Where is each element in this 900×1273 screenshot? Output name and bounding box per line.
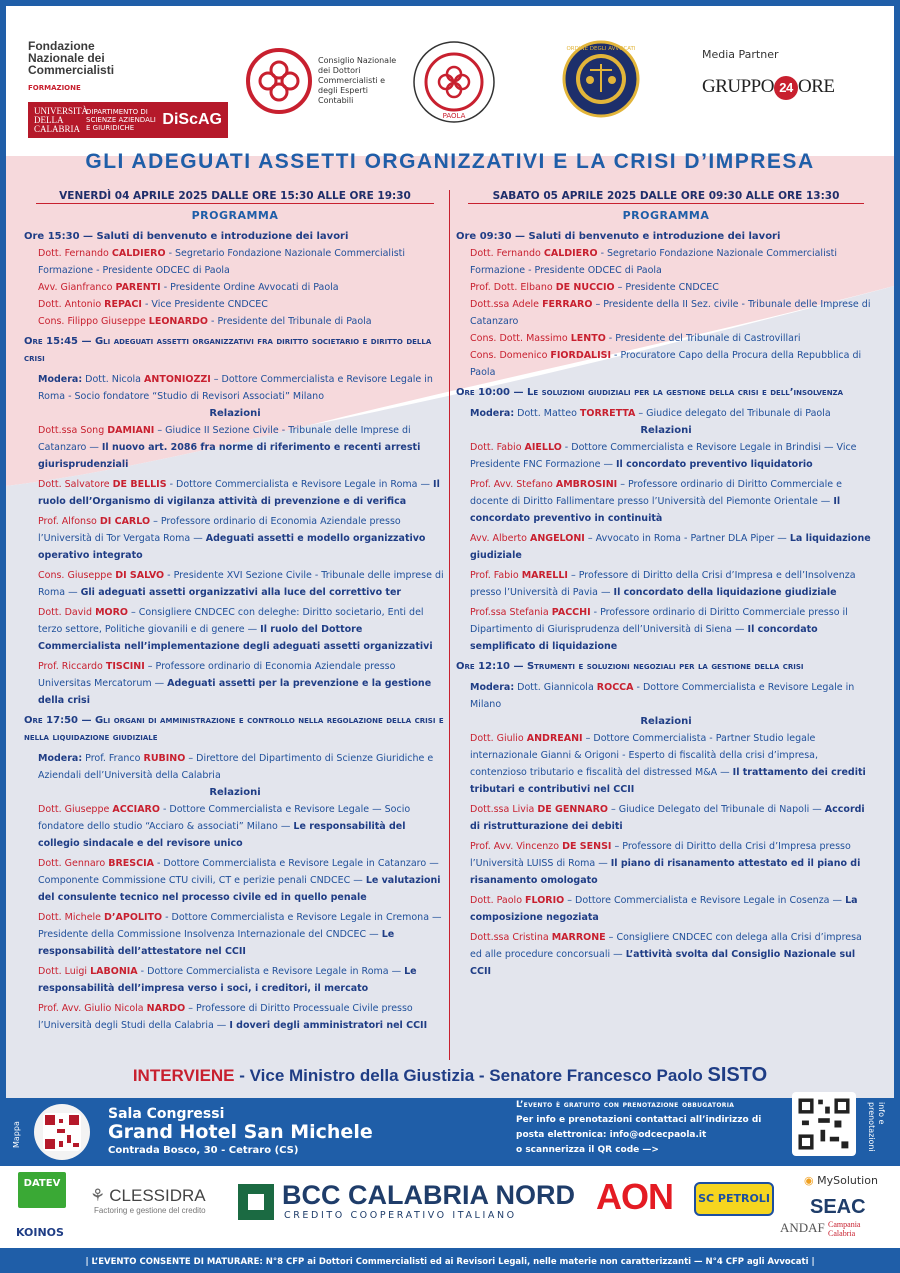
speaker-surname: MARRONE <box>551 932 606 943</box>
day2-session3-moderator <box>456 679 876 713</box>
day1-programma: PROGRAMMA <box>191 209 279 222</box>
day1-session2-moderator <box>24 371 446 405</box>
sc-petroli-logo: SC PETROLI <box>694 1182 774 1216</box>
speaker-entry <box>24 963 446 997</box>
day2-programma: PROGRAMMA <box>622 209 710 222</box>
talk-title: Le valutazioni del consulente tecnico nel processo civile ed in quello penale <box>38 875 441 903</box>
speaker-title-name: Dott.ssa Adele <box>470 299 543 310</box>
mysolution-label: MySolution <box>817 1174 878 1187</box>
speaker-surname: LABONIA <box>90 966 138 977</box>
moderator-name: ANTONIOZZI <box>144 374 211 385</box>
datev-logo <box>18 1172 66 1208</box>
speaker-entry <box>24 801 446 852</box>
moderator-desc: – Giudice delegato del Tribunale di Paola <box>635 408 831 419</box>
venue-band <box>0 1098 900 1168</box>
speaker-desc: - Dottore Commercialista e Revisore Legale in Cremona — Presidente della Commissione Insolvenza Internazionale del CNDCEC — <box>38 912 442 940</box>
moderator-label: Modera: <box>38 374 83 385</box>
moderator-label: Modera: <box>470 408 515 419</box>
bcc-logo <box>238 1180 582 1224</box>
booking-contact: Per info e prenotazioni contattaci all’indirizzo di <box>516 1115 762 1125</box>
moderator-prefix: Prof. Franco <box>82 753 144 764</box>
speaker-desc: - Dottore Commercialista e Revisore Legale in Roma — <box>137 966 405 977</box>
speaker-title-name: Avv. Gianfranco <box>38 282 116 293</box>
speaker-title-name: Dott. Fernando <box>38 248 112 259</box>
speaker-title-name: Dott.ssa Song <box>38 425 108 436</box>
event-title: GLI ADEGUATI ASSETTI ORGANIZZATIVI E LA CRISI D’IMPRESA <box>85 150 815 173</box>
moderator-desc: – Dottore Commercialista e Revisore Legale in Roma - Socio fondatore “Studio di Revisori Associati” Milano <box>38 374 433 402</box>
fnc-line3: Commercialisti <box>28 63 115 77</box>
mappa-label: Mappa <box>12 1121 21 1148</box>
speaker-desc: – Giudice II Sezione Civile - Tribunale delle Imprese di Catanzaro — <box>38 425 411 453</box>
speaker-title-name: Prof. Dott. Elbano <box>470 282 556 293</box>
interviene-label: INTERVIENE <box>132 1066 235 1085</box>
speaker-desc: - Segretario Fondazione Nazionale Commercialisti Formazione - Presidente ODCEC di Paola <box>38 248 406 276</box>
speaker-surname: CALDIERO <box>111 248 166 259</box>
fnc-line1: Fondazione <box>28 39 95 53</box>
logo-header <box>6 6 894 148</box>
speaker-desc: - Dottore Commercialista e Revisore Legale in Catanzaro — Componente Commissione CTU civili, CT e perizie penali CNDCEC — <box>38 858 439 886</box>
speaker-entry <box>456 838 876 889</box>
day2-session3-title: Ore 12:10 — Strumenti e soluzioni negoziali per la gestione della crisi <box>456 661 804 672</box>
moderator-desc: - Dottore Commercialista e Revisore Legale in Milano <box>470 682 855 710</box>
speaker-surname: AMBROSINI <box>555 479 618 490</box>
talk-title: Accordi di ristrutturazione dei debiti <box>470 804 865 832</box>
andaf-logo <box>780 1220 878 1238</box>
moderator-name: TORRETTA <box>579 408 636 419</box>
speaker-title-name: Dott. Salvatore <box>38 479 113 490</box>
day1-session2-list <box>24 422 446 709</box>
day1-session2-relazioni: Relazioni <box>209 408 261 419</box>
column-divider <box>449 190 450 1060</box>
andaf-label: ANDAF <box>780 1220 825 1235</box>
andaf-sub: Campania Calabria <box>828 1220 861 1239</box>
speaker-surname: MARELLI <box>521 570 568 581</box>
talk-title: Gli adeguati assetti organizzativi alla luce del correttivo ter <box>80 587 402 598</box>
speaker-title-name: Dott. Antonio <box>38 299 105 310</box>
speaker-title-name: Dott. Fernando <box>470 248 544 259</box>
speaker-entry <box>24 513 446 564</box>
speaker-desc: – Professore ordinario di Economia Aziendale presso Universitas Mercatorum — <box>38 661 396 689</box>
day2-session3-relazioni: Relazioni <box>640 716 692 727</box>
speaker-title-name: Prof. Avv. Stefano <box>470 479 556 490</box>
speaker-surname: CALDIERO <box>543 248 598 259</box>
clessidra-logo <box>90 1186 206 1215</box>
speaker-desc: – Professore di Diritto Processuale Civile presso l’Università degli Studi della Calabria — <box>38 1003 413 1031</box>
speaker-desc: – Consigliere CNDCEC con deleghe: Diritto societario, Enti del terzo settore, Politiche giovanili e di genere — <box>38 607 424 635</box>
moderator-label: Modera: <box>470 682 515 693</box>
speaker-entry <box>456 801 876 835</box>
speaker-surname: AIELLO <box>524 442 562 453</box>
speaker-surname: FIORDALISI <box>550 350 612 361</box>
bcc-sub: CREDITO COOPERATIVO ITALIANO <box>284 1210 517 1221</box>
fnc-line2: Nazionale dei <box>28 51 105 65</box>
media-name-a: GRUPPO <box>702 76 774 97</box>
speaker-entry <box>24 245 446 279</box>
speaker-surname: DI SALVO <box>115 570 165 581</box>
speaker-entry <box>456 245 876 279</box>
speaker-entry <box>456 279 876 296</box>
speaker-surname: DE SENSI <box>562 841 612 852</box>
speaker-entry <box>24 604 446 655</box>
venue-text <box>108 1106 373 1156</box>
speaker-surname: DAMIANI <box>107 425 155 436</box>
speaker-entry <box>456 530 876 564</box>
booking-qr-hint: o scannerizza il QR code —> <box>516 1145 659 1155</box>
interviene-name: SISTO <box>707 1064 768 1086</box>
speaker-entry <box>456 567 876 601</box>
speaker-desc: – Dottore Commercialista e Revisore Legale in Cosenza — <box>564 895 846 906</box>
guest-speaker-banner <box>6 1064 894 1087</box>
speaker-surname: ANDREANI <box>526 733 583 744</box>
map-qr-code-icon[interactable] <box>34 1104 90 1160</box>
speaker-desc: - Presidente XVI Sezione Civile - Tribunale delle imprese di Roma — <box>38 570 444 598</box>
speaker-entry <box>456 892 876 926</box>
clessidra-sub: Factoring e gestione del credito <box>94 1206 206 1215</box>
speaker-desc: – Professore di Diritto della Crisi d’Impresa e dell’Insolvenza presso l’Università di Pavia — <box>470 570 856 598</box>
day2-session2-title: Ore 10:00 — Le soluzioni giudiziali per la gestione della crisi e dell’insolvenza <box>456 387 844 398</box>
gruppo24ore-logo <box>702 75 872 100</box>
speaker-desc: - Dottore Commercialista e Revisore Legale — Socio fondatore dello studio “Acciaro & associati” Milano — <box>38 804 411 832</box>
day1-session1-title: Ore 15:30 — Saluti di benvenuto e introduzione dei lavori <box>24 231 349 242</box>
speaker-title-name: Prof. Riccardo <box>38 661 106 672</box>
koinos-label: KOINOS <box>16 1226 64 1239</box>
speaker-desc: - Dottore Commercialista e Revisore Legale in Brindisi — Vice Presidente FNC Formazione — <box>470 442 857 470</box>
aon-logo: AON <box>596 1176 673 1217</box>
speaker-desc: - Professore ordinario di Diritto Commerciale presso il Dipartimento di Giurisprudenza dell’Università di Siena — <box>470 607 848 635</box>
speaker-desc: - Dottore Commercialista e Revisore Legale in Roma — <box>166 479 434 490</box>
speaker-surname: NARDO <box>146 1003 186 1014</box>
speaker-title-name: Prof. Avv. Giulio Nicola <box>38 1003 147 1014</box>
speaker-title-name: Dott. David <box>38 607 96 618</box>
speaker-desc: – Giudice Delegato del Tribunale di Napoli — <box>608 804 825 815</box>
mysolution-dot-icon: ◉ <box>804 1174 814 1187</box>
speaker-entry <box>456 476 876 527</box>
speaker-surname: TISCINI <box>105 661 145 672</box>
speaker-surname: FERRARO <box>542 299 593 310</box>
speaker-entry <box>24 909 446 960</box>
speaker-title-name: Dott. Giulio <box>470 733 527 744</box>
cndcec-text: Consiglio Nazionale dei Dottori Commercialisti e degli Esperti Contabili <box>318 56 397 105</box>
day1-header: VENERDÌ 04 APRILE 2025 DALLE ORE 15:30 ALLE ORE 19:30 <box>36 186 434 204</box>
speaker-desc: - Procuratore Capo della Procura della Repubblica di Paola <box>470 350 862 378</box>
clessidra-figure-icon: ⚘ <box>90 1186 106 1205</box>
speaker-title-name: Dott. Gennaro <box>38 858 109 869</box>
booking-info <box>516 1098 761 1158</box>
speaker-entry <box>456 929 876 980</box>
discag-label: DiScAG <box>162 111 222 128</box>
speaker-title-name: Cons. Domenico <box>470 350 551 361</box>
talk-title: Le responsabilità dell’attestatore nel CCII <box>38 929 395 957</box>
speaker-surname: REPACI <box>104 299 142 310</box>
speaker-desc: – Consigliere CNDCEC con delega alla Crisi d’impresa ed alle procedure concorsuali — <box>470 932 862 960</box>
day1-session2-title: Ore 15:45 — Gli adeguati assetti organizzativi fra diritto societario e diritto della crisi <box>24 336 432 364</box>
speaker-title-name: Avv. Alberto <box>470 533 530 544</box>
venue-line2: Grand Hotel San Michele <box>108 1121 373 1143</box>
speaker-surname: FLORIO <box>525 895 565 906</box>
seac-logo: SEAC <box>810 1196 866 1218</box>
speaker-title-name: Prof.ssa Stefania <box>470 607 552 618</box>
speaker-desc: – Dottore Commercialista - Partner Studio legale internazionale Gianni & Origoni - Esperto di fiscalità della crisi d’impresa, contenzioso tributario e fiscalità del distressed M&A — <box>470 733 819 778</box>
poster-body <box>6 6 894 1098</box>
speaker-surname: D’APOLITO <box>104 912 163 923</box>
speaker-entry <box>456 347 876 381</box>
day2-session3-list <box>456 730 876 980</box>
speaker-title-name: Dott.ssa Livia <box>470 804 538 815</box>
venue-line1: Sala Congressi <box>108 1106 225 1122</box>
speaker-title-name: Prof. Avv. Vincenzo <box>470 841 563 852</box>
day1-session3-list <box>24 801 446 1034</box>
media-partner-label: Media Partner <box>702 48 779 61</box>
speaker-entry <box>24 658 446 709</box>
fnc-sub: FORMAZIONE <box>28 84 81 92</box>
speaker-entry <box>24 476 446 510</box>
moderator-prefix: Dott. Matteo <box>514 408 580 419</box>
speaker-title-name: Prof. Alfonso <box>38 516 100 527</box>
speaker-entry <box>24 567 446 601</box>
talk-title: Il piano di risanamento attestato ed il piano di risanamento omologato <box>470 858 861 886</box>
unical-dept: DIPARTIMENTO DI SCIENZE AZIENDALI E GIURIDICHE <box>86 108 156 132</box>
speaker-surname: DE NUCCIO <box>555 282 615 293</box>
day2-session2-relazioni: Relazioni <box>640 425 692 436</box>
venue-address: Contrada Bosco, 30 - Cetraro (CS) <box>108 1145 299 1156</box>
interviene-text: - Vice Ministro della Giustizia - Senatore Francesco Paolo <box>234 1066 708 1085</box>
speaker-desc: - Segretario Fondazione Nazionale Commercialisti Formazione - Presidente ODCEC di Paola <box>470 248 838 276</box>
day1-column <box>24 186 446 1034</box>
speaker-desc: - Vice Presidente CNDCEC <box>141 299 268 310</box>
speaker-entry <box>24 279 446 296</box>
speaker-title-name: Dott.ssa Cristina <box>470 932 552 943</box>
cndcec-emblem-icon <box>244 46 314 116</box>
talk-title: Il concordato della liquidazione giudiziale <box>613 587 837 598</box>
moderator-name: ROCCA <box>596 682 634 693</box>
speaker-entry <box>24 296 446 313</box>
moderator-prefix: Dott. Giannicola <box>514 682 597 693</box>
talk-title: Il nuovo art. 2086 fra norme di riferimento e recenti arresti giurisprudenziali <box>38 442 421 470</box>
day2-session2-list <box>456 439 876 655</box>
speaker-title-name: Dott. Fabio <box>470 442 525 453</box>
speaker-desc: – Presidente della II Sez. civile - Tribunale delle Imprese di Catanzaro <box>470 299 871 327</box>
avv-label: ORDINE DEGLI AVVOCATI <box>566 46 636 52</box>
speaker-entry <box>456 296 876 330</box>
talk-title: Il concordato semplificato di liquidazione <box>470 624 818 652</box>
speaker-desc: – Professore di Diritto della Crisi d’Impresa presso l’Università LUISS di Roma — <box>470 841 851 869</box>
speaker-desc: – Professore ordinario di Economia Aziendale presso l’Università di Tor Vergata Roma — <box>38 516 401 544</box>
talk-title: Adeguati assetti e modello organizzativo operativo integrato <box>38 533 426 561</box>
day2-header: SABATO 05 APRILE 2025 DALLE ORE 09:30 ALLE ORE 13:30 <box>468 186 864 204</box>
talk-title: L’attività svolta dal Consiglio Nazionale sul CCII <box>470 949 856 977</box>
bcc-square-icon <box>238 1184 274 1220</box>
clessidra-label: CLESSIDRA <box>109 1186 206 1205</box>
day2-session1-title: Ore 09:30 — Saluti di benvenuto e introduzione dei lavori <box>456 231 781 242</box>
talk-title: Le responsabilità dell’impresa verso i soci, i creditori, il mercato <box>38 966 417 994</box>
talk-title: La composizione negoziata <box>470 895 858 923</box>
booking-free: L’evento è gratuito con prenotazione obbugatoria <box>516 1100 735 1110</box>
talk-title: Adeguati assetti per la prevenzione e la gestione della crisi <box>38 678 432 706</box>
talk-title: I doveri degli amministratori nel CCII <box>229 1020 428 1031</box>
talk-title: Le responsabilità del collegio sindacale e del revisore unico <box>38 821 406 849</box>
speaker-title-name: Dott. Paolo <box>470 895 526 906</box>
speaker-desc: – Avvocato in Roma - Partner DLA Piper — <box>584 533 790 544</box>
bcc-label: BCC CALABRIA NORD <box>282 1180 575 1210</box>
speaker-surname: DI CARLO <box>99 516 151 527</box>
fnc-logo <box>28 40 228 92</box>
moderator-label: Modera: <box>38 753 83 764</box>
speaker-surname: PACCHI <box>551 607 591 618</box>
booking-email[interactable]: posta elettronica: info@odcecpaola.it <box>516 1130 707 1140</box>
datev-label: DATEV <box>23 1178 61 1189</box>
speaker-entry <box>24 422 446 473</box>
speaker-surname: ANGELONI <box>529 533 585 544</box>
speaker-entry <box>456 330 876 347</box>
day1-session3-title: Ore 17:50 — Gli organi di amministrazione e controllo nella regolazione della crisi e nella liquidazione giudiziale <box>24 715 444 743</box>
speaker-surname: DE GENNARO <box>537 804 608 815</box>
day1-session3-relazioni: Relazioni <box>209 787 261 798</box>
info-prenotazioni-label: info e prenotazioni <box>867 1102 886 1152</box>
speaker-desc: - Presidente Ordine Avvocati di Paola <box>160 282 339 293</box>
cfp-footer: | L’EVENTO CONSENTE DI MATURARE: N°8 CFP ai Dottori Commercialisti ed ai Revisori Legali, nelle materie non caratterizzanti — N°4 CFP agli Avvocati | <box>0 1252 900 1273</box>
speaker-surname: BRESCIA <box>108 858 154 869</box>
speaker-title-name: Dott. Luigi <box>38 966 91 977</box>
speaker-title-name: Cons. Dott. Massimo <box>470 333 571 344</box>
sponsor-bar <box>0 1166 900 1248</box>
moderator-prefix: Dott. Nicola <box>82 374 145 385</box>
day1-session3-moderator <box>24 750 446 784</box>
talk-title: Il concordato preventivo in continuità <box>470 496 841 524</box>
talk-title: Il ruolo del Dottore Commercialista nell’implementazione degli adeguati assetti organizzativi <box>38 624 433 652</box>
speaker-title-name: Cons. Giuseppe <box>38 570 116 581</box>
speaker-surname: LEONARDO <box>148 316 208 327</box>
speaker-surname: PARENTI <box>115 282 161 293</box>
paola-label: PAOLA <box>442 112 466 120</box>
speaker-surname: MORO <box>95 607 128 618</box>
speaker-surname: DE BELLIS <box>112 479 167 490</box>
talk-title: La liquidazione giudiziale <box>470 533 871 561</box>
booking-qr-code-icon[interactable] <box>792 1092 856 1156</box>
speaker-desc: – Presidente CNDCEC <box>614 282 719 293</box>
speaker-title-name: Cons. Filippo Giuseppe <box>38 316 149 327</box>
speaker-surname: ACCIARO <box>112 804 160 815</box>
speaker-title-name: Dott. Michele <box>38 912 105 923</box>
day1-session1-list <box>24 245 446 330</box>
speaker-desc: - Presidente del Tribunale di Paola <box>207 316 372 327</box>
moderator-desc: – Direttore del Dipartimento di Scienze Giuridiche e Aziendali dell’Università della Calabria <box>38 753 434 781</box>
day2-session2-moderator <box>456 405 876 422</box>
media-partner <box>702 48 872 100</box>
speaker-surname: LENTO <box>570 333 606 344</box>
speaker-title-name: Prof. Fabio <box>470 570 522 581</box>
speaker-entry <box>24 313 446 330</box>
odcec-paola-seal-icon <box>412 40 496 124</box>
speaker-title-name: Dott. Giuseppe <box>38 804 113 815</box>
speaker-entry <box>456 604 876 655</box>
day2-column <box>456 186 876 980</box>
speaker-entry <box>456 439 876 473</box>
moderator-name: RUBINO <box>143 753 186 764</box>
media-name-c: ORE <box>797 76 835 97</box>
talk-title: Il ruolo dell’Organismo di vigilanza attività di prevenzione e di verifica <box>38 479 440 507</box>
speaker-desc: – Professore ordinario di Diritto Commerciale e docente di Diritto Fallimentare presso l’Università del Piemonte Orientale — <box>470 479 842 507</box>
talk-title: Il concordato preventivo liquidatorio <box>616 459 813 470</box>
media-name-b: 24 <box>774 76 798 100</box>
speaker-entry <box>24 855 446 906</box>
mysolution-logo <box>804 1174 878 1187</box>
speaker-entry <box>456 730 876 798</box>
unical-logo <box>28 102 228 138</box>
speaker-desc: - Presidente del Tribunale di Castrovillari <box>605 333 801 344</box>
ordine-avvocati-seal-icon <box>562 40 640 118</box>
talk-title: Il trattamento dei crediti tributari e contributivi nel CCII <box>470 767 866 795</box>
speaker-entry <box>24 1000 446 1034</box>
unical-name: UNIVERSITÀ DELLA CALABRIA <box>34 105 88 134</box>
day2-session1-list <box>456 245 876 381</box>
